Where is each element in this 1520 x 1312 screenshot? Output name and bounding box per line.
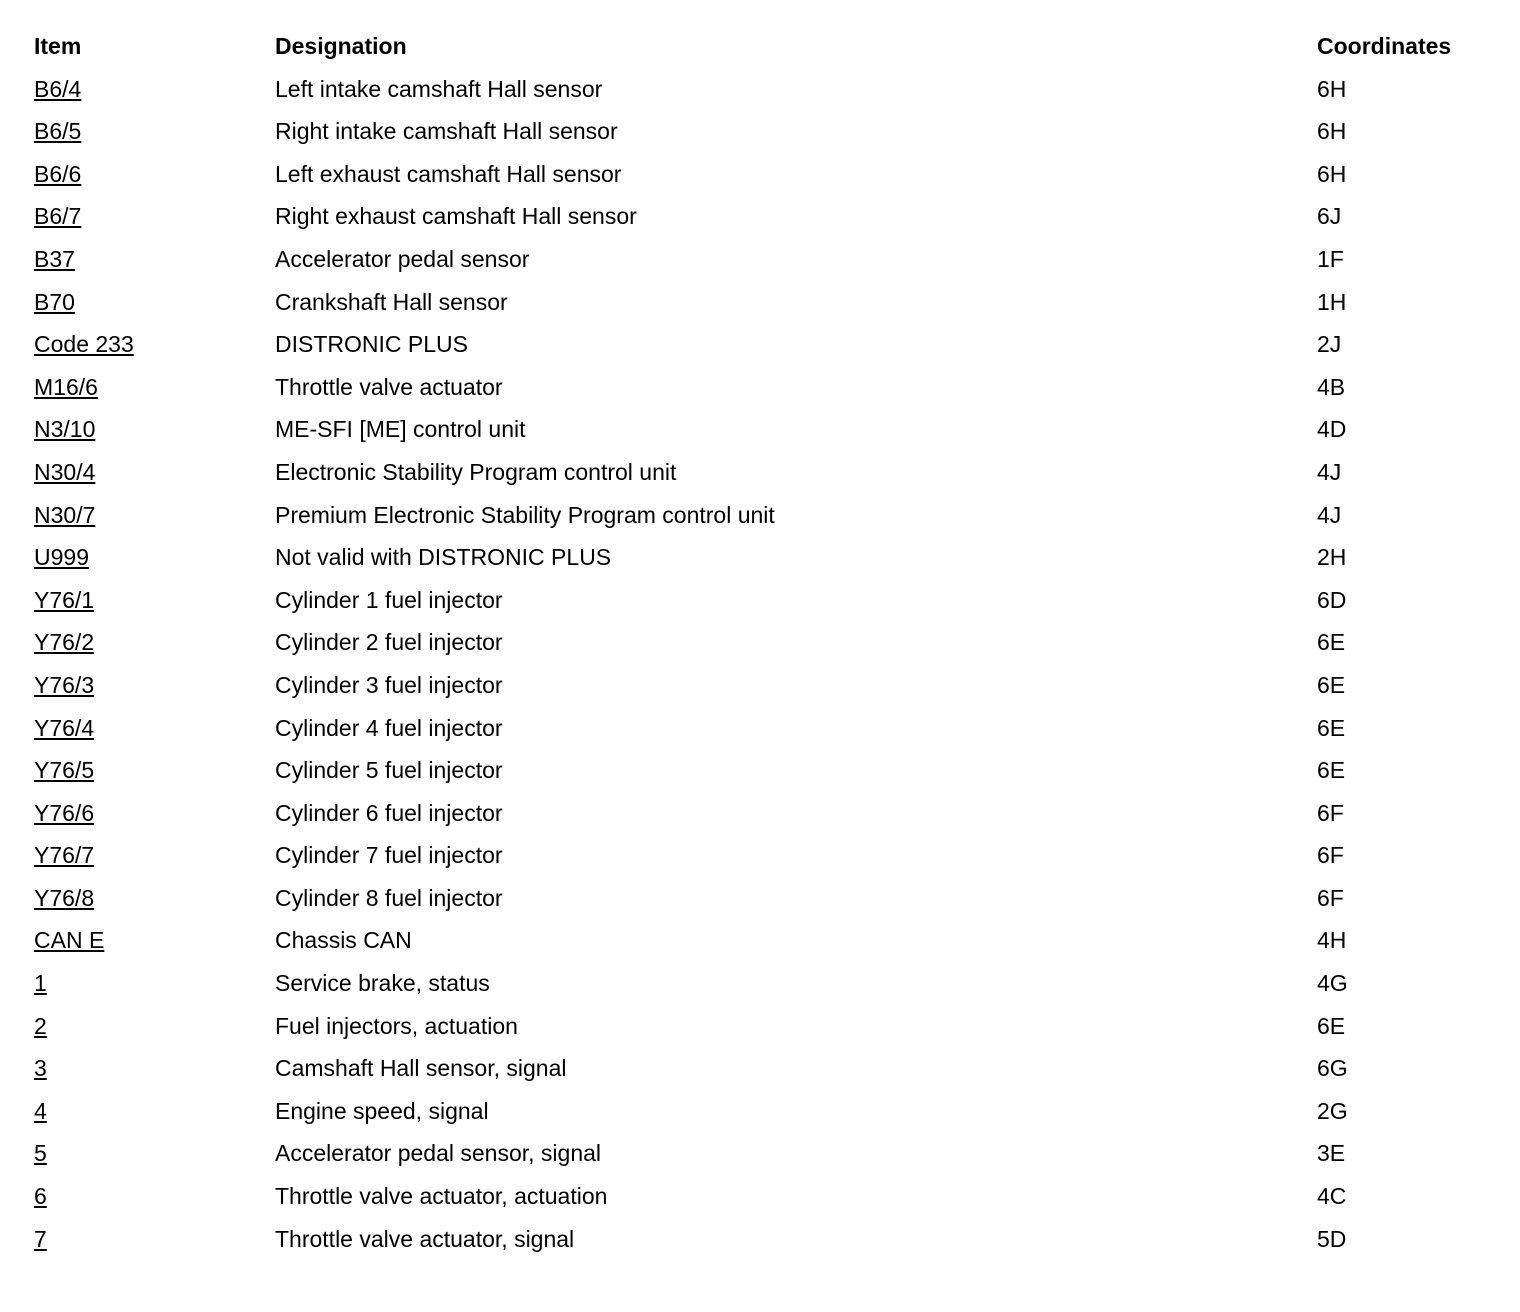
coordinates-cell: 6E <box>1317 629 1346 656</box>
item-link[interactable]: 6 <box>34 1183 47 1210</box>
designation-cell: Cylinder 8 fuel injector <box>275 884 503 911</box>
header-designation: Designation <box>275 33 407 59</box>
coordinates-cell: 6D <box>1317 586 1347 613</box>
item-link[interactable]: 1 <box>34 970 47 997</box>
designation-cell: Left exhaust camshaft Hall sensor <box>275 160 622 187</box>
coordinates-cell: 6E <box>1317 1012 1346 1039</box>
item-link[interactable]: Y76/5 <box>34 757 95 784</box>
table-row <box>0 1005 1520 1048</box>
designation-cell: Right intake camshaft Hall sensor <box>275 118 618 145</box>
table-row <box>0 749 1520 792</box>
coordinates-cell: 6H <box>1317 118 1347 145</box>
table-row <box>0 68 1520 111</box>
designation-cell: Crankshaft Hall sensor <box>275 288 508 315</box>
coordinates-cell: 6F <box>1317 799 1344 826</box>
coordinates-cell: 6J <box>1317 203 1342 230</box>
coordinates-cell: 4B <box>1317 373 1346 400</box>
item-link[interactable]: Y76/8 <box>34 884 95 911</box>
item-link[interactable]: Code 233 <box>34 331 134 358</box>
item-link[interactable]: 2 <box>34 1012 47 1039</box>
coordinates-cell: 4J <box>1317 501 1342 528</box>
item-link[interactable]: Y76/1 <box>34 586 95 613</box>
table-row <box>0 579 1520 622</box>
designation-cell: Throttle valve actuator <box>275 373 503 400</box>
item-link[interactable]: B70 <box>34 288 75 315</box>
table-row <box>0 1090 1520 1133</box>
table-row <box>0 962 1520 1005</box>
table-row <box>0 281 1520 324</box>
item-link[interactable]: M16/6 <box>34 373 98 400</box>
designation-cell: Chassis CAN <box>275 927 412 954</box>
table-row <box>0 323 1520 366</box>
table-row <box>0 834 1520 877</box>
item-link[interactable]: Y76/7 <box>34 842 95 869</box>
coordinates-cell: 4C <box>1317 1183 1347 1210</box>
coordinates-cell: 2J <box>1317 331 1342 358</box>
coordinates-cell: 1F <box>1317 245 1344 272</box>
designation-cell: Cylinder 3 fuel injector <box>275 671 503 698</box>
coordinates-cell: 6F <box>1317 884 1344 911</box>
item-link[interactable]: U999 <box>34 544 89 571</box>
designation-cell: ME-SFI [ME] control unit <box>275 416 526 443</box>
item-link[interactable]: Y76/4 <box>34 714 95 741</box>
designation-cell: Fuel injectors, actuation <box>275 1012 518 1039</box>
table-row <box>0 153 1520 196</box>
legend-table <box>0 25 1520 1260</box>
table-row <box>0 366 1520 409</box>
table-row <box>0 195 1520 238</box>
coordinates-cell: 4G <box>1317 970 1348 997</box>
header-item: Item <box>34 33 82 59</box>
coordinates-cell: 6H <box>1317 160 1347 187</box>
coordinates-cell: 6E <box>1317 757 1346 784</box>
table-row <box>0 792 1520 835</box>
coordinates-cell: 5D <box>1317 1225 1347 1252</box>
item-link[interactable]: 3 <box>34 1055 47 1082</box>
item-link[interactable]: N3/10 <box>34 416 96 443</box>
designation-cell: DISTRONIC PLUS <box>275 331 468 358</box>
designation-cell: Accelerator pedal sensor <box>275 245 530 272</box>
coordinates-cell: 2H <box>1317 544 1347 571</box>
table-row <box>0 664 1520 707</box>
coordinates-cell: 6E <box>1317 714 1346 741</box>
designation-cell: Cylinder 5 fuel injector <box>275 757 503 784</box>
designation-cell: Camshaft Hall sensor, signal <box>275 1055 567 1082</box>
designation-cell: Electronic Stability Program control unit <box>275 458 677 485</box>
designation-cell: Not valid with DISTRONIC PLUS <box>275 544 612 571</box>
designation-cell: Throttle valve actuator, actuation <box>275 1183 608 1210</box>
coordinates-cell: 4J <box>1317 458 1342 485</box>
table-row <box>0 110 1520 153</box>
designation-cell: Cylinder 7 fuel injector <box>275 842 503 869</box>
coordinates-cell: 6F <box>1317 842 1344 869</box>
item-link[interactable]: Y76/3 <box>34 671 95 698</box>
table-row <box>0 919 1520 962</box>
table-row <box>0 621 1520 664</box>
table-body <box>0 68 1520 1261</box>
table-row <box>0 238 1520 281</box>
table-row <box>0 1132 1520 1175</box>
designation-cell: Engine speed, signal <box>275 1097 489 1124</box>
coordinates-cell: 4H <box>1317 927 1347 954</box>
designation-cell: Service brake, status <box>275 970 490 997</box>
table-row <box>0 408 1520 451</box>
table-row <box>0 494 1520 537</box>
coordinates-cell: 4D <box>1317 416 1347 443</box>
coordinates-cell: 3E <box>1317 1140 1346 1167</box>
item-link[interactable]: 4 <box>34 1097 47 1124</box>
designation-cell: Cylinder 6 fuel injector <box>275 799 503 826</box>
table-row <box>0 1175 1520 1218</box>
coordinates-cell: 1H <box>1317 288 1347 315</box>
item-link[interactable]: N30/7 <box>34 501 96 528</box>
table-header-row <box>0 25 1520 68</box>
designation-cell: Accelerator pedal sensor, signal <box>275 1140 602 1167</box>
designation-cell: Right exhaust camshaft Hall sensor <box>275 203 637 230</box>
coordinates-cell: 2G <box>1317 1097 1348 1124</box>
item-link[interactable]: B37 <box>34 245 75 272</box>
item-link[interactable]: B6/6 <box>34 160 82 187</box>
item-link[interactable]: B6/4 <box>34 75 82 102</box>
designation-cell: Throttle valve actuator, signal <box>275 1225 575 1252</box>
designation-cell: Premium Electronic Stability Program control unit <box>275 501 775 528</box>
item-link[interactable]: Y76/6 <box>34 799 95 826</box>
coordinates-cell: 6E <box>1317 671 1346 698</box>
item-link[interactable]: B6/5 <box>34 118 82 145</box>
item-link[interactable]: CAN E <box>34 927 105 954</box>
table-row <box>0 1047 1520 1090</box>
item-link[interactable]: Y76/2 <box>34 629 95 656</box>
designation-cell: Cylinder 2 fuel injector <box>275 629 503 656</box>
table-row <box>0 451 1520 494</box>
item-link[interactable]: B6/7 <box>34 203 82 230</box>
coordinates-cell: 6G <box>1317 1055 1348 1082</box>
table-row <box>0 1218 1520 1261</box>
item-link[interactable]: N30/4 <box>34 458 96 485</box>
designation-cell: Left intake camshaft Hall sensor <box>275 75 603 102</box>
designation-cell: Cylinder 1 fuel injector <box>275 586 503 613</box>
header-coordinates: Coordinates <box>1317 33 1452 59</box>
item-link[interactable]: 7 <box>34 1225 47 1252</box>
table-row <box>0 536 1520 579</box>
table-row <box>0 877 1520 920</box>
designation-cell: Cylinder 4 fuel injector <box>275 714 503 741</box>
table-row <box>0 707 1520 750</box>
item-link[interactable]: 5 <box>34 1140 47 1167</box>
coordinates-cell: 6H <box>1317 75 1347 102</box>
